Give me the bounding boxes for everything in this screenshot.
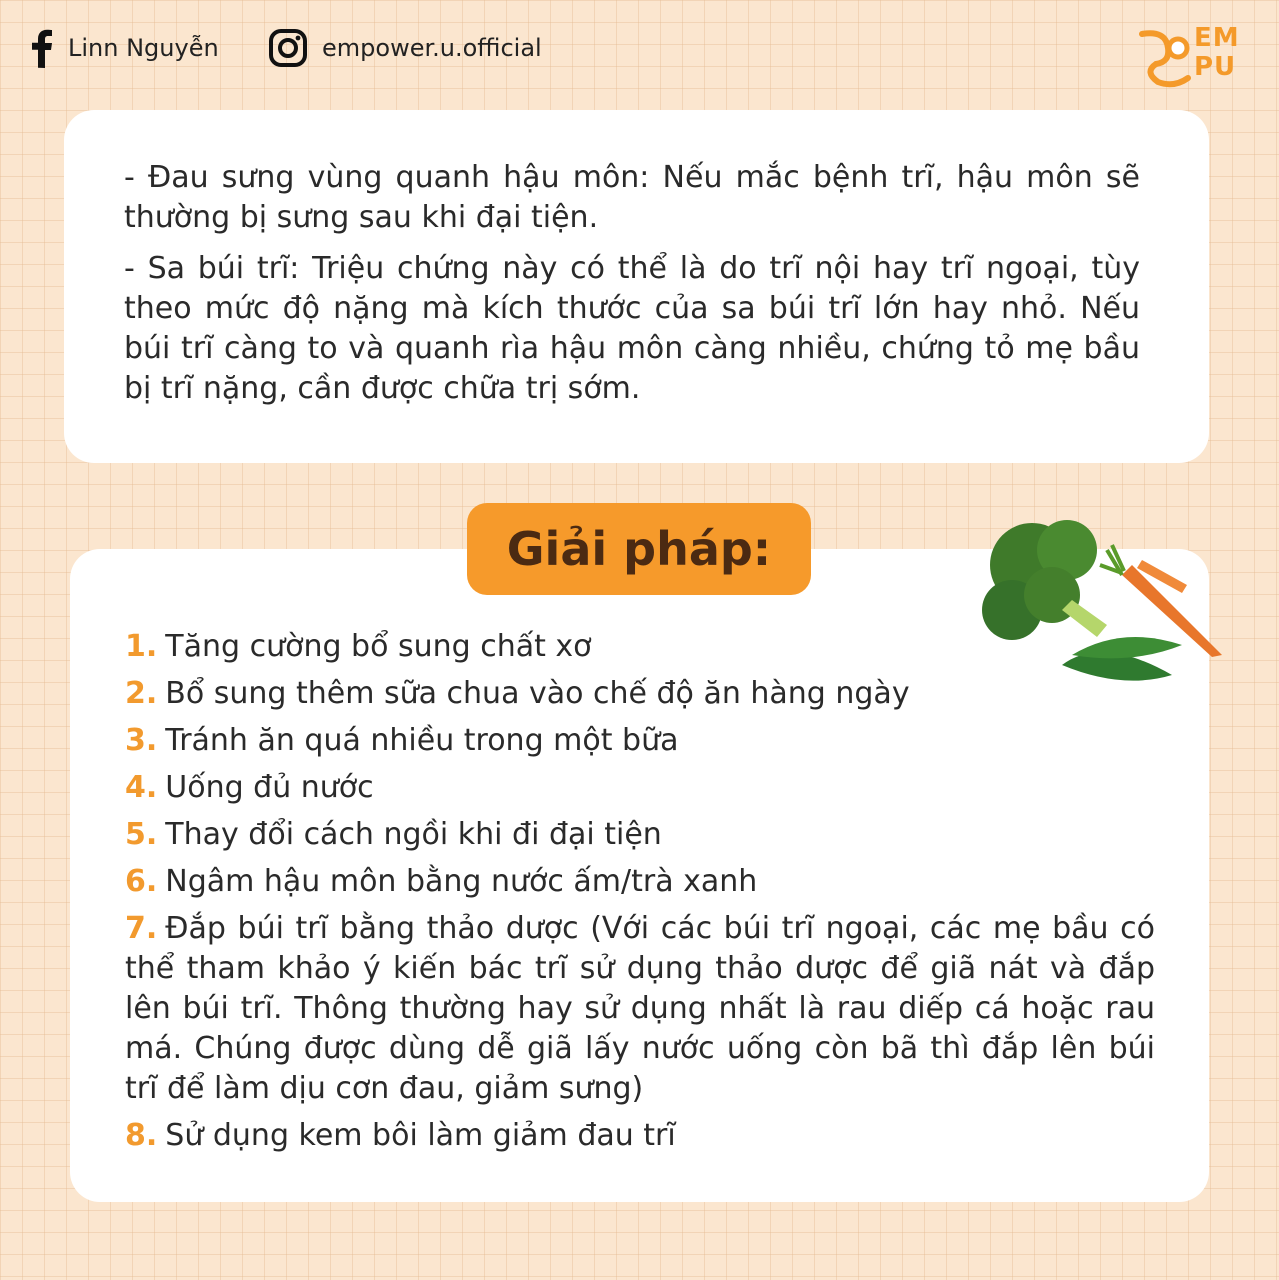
item-number: 1. bbox=[125, 629, 158, 664]
item-number: 4. bbox=[125, 770, 158, 805]
list-item bbox=[125, 862, 1155, 902]
facebook-icon bbox=[28, 28, 54, 68]
solutions-list bbox=[125, 627, 1155, 1163]
item-number: 7. bbox=[125, 911, 158, 946]
logo-line1: EM bbox=[1194, 23, 1240, 53]
logo-mark-icon bbox=[1136, 28, 1196, 90]
item-number: 3. bbox=[125, 723, 158, 758]
symptom-paragraph: - Đau sưng vùng quanh hậu môn: Nếu mắc bệnh trĩ, hậu môn sẽ thường bị sưng sau khi đại tiện. bbox=[124, 160, 1140, 235]
item-text: Tránh ăn quá nhiều trong một bữa bbox=[165, 723, 679, 758]
facebook-name: Linn Nguyễn bbox=[68, 34, 219, 62]
item-text: Tăng cường bổ sung chất xơ bbox=[165, 629, 592, 664]
symptom-paragraph: - Sa búi trĩ: Triệu chứng này có thể là do trĩ nội hay trĩ ngoại, tùy theo mức độ nặng mà kích thước của sa búi trĩ lớn hay nhỏ. Nếu búi trĩ càng to và quanh rìa hậu môn càng nhiều, chứng tỏ mẹ bầu bị trĩ nặng, cần được chữa trị sớm. bbox=[124, 251, 1140, 406]
list-item bbox=[125, 721, 1155, 761]
facebook-link[interactable] bbox=[28, 28, 219, 68]
item-text: Thay đổi cách ngồi khi đi đại tiện bbox=[165, 817, 662, 852]
item-number: 2. bbox=[125, 676, 158, 711]
item-text: Đắp búi trĩ bằng thảo dược (Với các búi trĩ ngoại, các mẹ bầu có thể tham khảo ý kiến bác trĩ sử dụng thảo dược để giã nát và đắp lên búi trĩ. Thông thường hay sử dụng nhất là rau diếp cá hoặc rau má. Chúng được dùng dễ giã lấy nước uống còn bã thì đắp lên búi trĩ để làm dịu cơn đau, giảm sưng) bbox=[125, 911, 1155, 1106]
item-number: 8. bbox=[125, 1118, 158, 1153]
item-text: Bổ sung thêm sữa chua vào chế độ ăn hàng ngày bbox=[165, 676, 910, 711]
symptoms-card bbox=[64, 110, 1209, 463]
list-item bbox=[125, 815, 1155, 855]
item-number: 5. bbox=[125, 817, 158, 852]
list-item bbox=[125, 909, 1155, 1109]
list-item bbox=[125, 768, 1155, 808]
vegetables-illustration-icon bbox=[972, 505, 1232, 705]
logo-line2: PU bbox=[1194, 52, 1237, 82]
solution-title bbox=[467, 503, 811, 595]
logo-text bbox=[1194, 24, 1240, 82]
list-item bbox=[125, 1116, 1155, 1156]
instagram-link[interactable] bbox=[268, 28, 542, 68]
brand-logo bbox=[1136, 24, 1254, 94]
item-text: Sử dụng kem bôi làm giảm đau trĩ bbox=[165, 1118, 676, 1153]
item-text: Ngâm hậu môn bằng nước ấm/trà xanh bbox=[165, 864, 758, 899]
item-number: 6. bbox=[125, 864, 158, 899]
item-text: Uống đủ nước bbox=[165, 770, 374, 805]
instagram-icon bbox=[268, 28, 308, 68]
solution-title-text: Giải pháp: bbox=[506, 522, 772, 576]
instagram-handle: empower.u.official bbox=[322, 34, 542, 62]
